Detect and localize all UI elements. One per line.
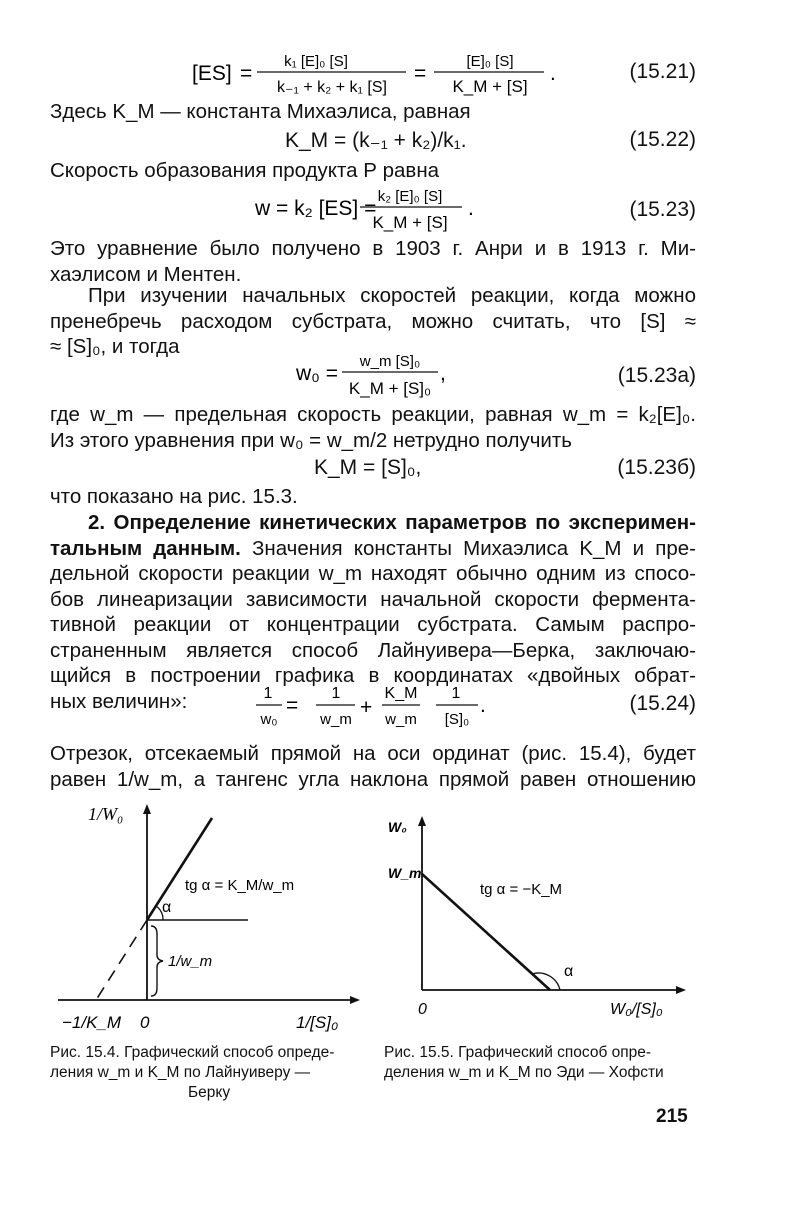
text-line: дельной скорости реакции w_m находят обычно одним из спосо- xyxy=(50,562,696,585)
text-line: пренебречь расходом субстрата, можно считать, что [S] ≈ xyxy=(50,309,696,333)
slope-label: tg α = −K_M xyxy=(480,881,563,898)
svg-text:K_M: K_M xyxy=(384,685,418,702)
text-line: Значения константы Михаэлиса K_M и пре- xyxy=(240,536,696,560)
lineweaver-burk-plot xyxy=(50,800,370,1040)
svg-text:+: + xyxy=(360,696,373,719)
figure-15-4-caption xyxy=(50,1043,370,1103)
svg-text:=: = xyxy=(286,694,299,717)
eq-denominator: K_M + [S] xyxy=(372,213,448,232)
caption-line: деления w_m и K_M по Эди — Хофсти xyxy=(384,1064,664,1081)
text-line: Здесь K_M — константа Михаэлиса, равная xyxy=(50,100,471,123)
equation-15-23b-formula: K_M = [S]₀, xyxy=(314,456,422,479)
text-line: Скорость образования продукта Р равна xyxy=(50,159,440,182)
svg-text:k₋₁ + k₂ + k₁ [S]: k₋₁ + k₂ + k₁ [S] xyxy=(277,79,387,96)
paragraph-km-intro xyxy=(50,99,696,125)
eq-numerator: w_m [S]₀ xyxy=(359,353,421,370)
x-axis-label: W₀/[S]₀ xyxy=(610,1001,663,1018)
caption-line: Рис. 15.5. Графический способ опре- xyxy=(384,1044,652,1061)
figure-15-5 xyxy=(384,808,694,1036)
x-axis-label: 1/[S]₀ xyxy=(296,1013,339,1032)
eq-numerator: k₂ [E]₀ [S] xyxy=(377,188,443,205)
equation-15-23a xyxy=(50,346,696,406)
y-axis-arrow xyxy=(143,804,151,814)
svg-text:1: 1 xyxy=(331,685,341,702)
text-line: страненным является способ Лайнуивера—Берка, заключаю- xyxy=(50,638,696,662)
extrapolation-line xyxy=(96,920,147,1000)
equation-number: (15.23) xyxy=(629,198,696,221)
paragraph-wm xyxy=(50,402,696,453)
x-neg-label: −1/K_M xyxy=(62,1013,122,1032)
text-line: Это уравнение было получено в 1903 г. Анри и в 1913 г. Ми- xyxy=(50,237,696,260)
svg-text:=: = xyxy=(240,62,253,85)
text-line: щийся в построении графика в координатах «двойных обрат- xyxy=(50,664,696,687)
regression-line xyxy=(147,818,212,920)
y-axis-label: W₀ xyxy=(388,819,407,835)
text-line: ≈ [S]₀, и тогда xyxy=(50,335,180,358)
text-line: При изучении начальных скоростей реакции, когда можно xyxy=(88,284,696,307)
equation-15-22 xyxy=(50,122,696,158)
caption-line: Берку xyxy=(188,1084,231,1101)
slope-label: tg α = K_M/w_m xyxy=(185,877,295,894)
equation-15-23a-formula xyxy=(50,346,610,406)
eq-lhs: w₀ = xyxy=(296,362,338,385)
equation-15-21-formula xyxy=(50,42,610,102)
x-axis-arrow xyxy=(676,986,686,994)
text-line: что показано на рис. 15.3. xyxy=(50,485,298,508)
text-line: хаэлисом и Ментен. xyxy=(50,262,242,286)
svg-text:1: 1 xyxy=(263,685,273,702)
svg-text:k₁ [E]₀ [S]: k₁ [E]₀ [S] xyxy=(284,53,348,70)
y-axis-arrow xyxy=(418,816,426,826)
svg-text:w_m: w_m xyxy=(385,711,417,728)
eq-tail: , xyxy=(440,362,446,385)
origin-label: 0 xyxy=(140,1013,150,1032)
text-line: ных величин»: xyxy=(50,689,188,713)
svg-text:=: = xyxy=(414,62,427,85)
y-intercept-label: W_m xyxy=(388,865,422,881)
section-heading: 2. Определение кинетических параметров по эксперимен- xyxy=(88,511,696,534)
figure-15-5-caption xyxy=(384,1043,694,1083)
svg-text:w₀: w₀ xyxy=(260,711,278,728)
page-number: 215 xyxy=(656,1106,688,1127)
svg-text:[ES]: [ES] xyxy=(192,62,232,85)
svg-text:.: . xyxy=(480,694,486,717)
equation-number: (15.24) xyxy=(629,692,696,715)
text-line: тивной реакции от концентрации субстрата. Самым распро- xyxy=(50,613,696,636)
equation-number: (15.21) xyxy=(629,60,696,83)
text-line: бов линеаризации зависимости начальной скорости фермента- xyxy=(50,587,696,611)
eq-lhs: w = k₂ [ES] = xyxy=(255,197,377,220)
eadie-hofstee-plot xyxy=(384,808,694,1036)
equation-number: (15.23а) xyxy=(617,364,696,387)
equation-15-24-formula xyxy=(50,678,610,734)
equation-number: (15.22) xyxy=(629,128,696,151)
text-line: Из этого уравнения при w₀ = w_m/2 нетрудно получить xyxy=(50,428,572,452)
equation-15-23 xyxy=(50,180,696,240)
text-line: Отрезок, отсекаемый прямой на оси ординат (рис. 15.4), будет xyxy=(50,742,696,765)
equation-15-23-formula xyxy=(50,180,610,240)
y-axis-label: 1/W₀ xyxy=(88,804,124,824)
caption-line: Рис. 15.4. Графический способ опреде- xyxy=(50,1044,335,1061)
origin-label: 0 xyxy=(418,1001,427,1018)
eq-denominator: K_M + [S]₀ xyxy=(348,379,432,398)
section-heading-cont: тальным данным. xyxy=(50,536,241,560)
equation-number: (15.23б) xyxy=(617,456,696,479)
svg-text:.: . xyxy=(550,62,556,85)
eq-tail: . xyxy=(468,197,474,220)
paragraph-intercept xyxy=(50,741,696,792)
svg-text:w_m: w_m xyxy=(320,711,352,728)
svg-text:1: 1 xyxy=(451,685,461,702)
angle-label: α xyxy=(564,963,574,980)
equation-15-21 xyxy=(50,42,696,102)
intercept-label: 1/w_m xyxy=(168,953,213,970)
svg-text:[S]₀: [S]₀ xyxy=(444,711,470,728)
x-axis-arrow xyxy=(350,996,360,1004)
paragraph-fig-ref xyxy=(50,484,696,510)
paragraph-history xyxy=(50,236,696,287)
equation-15-22-formula: K_M = (k₋₁ + k₂)/k₁. xyxy=(285,129,467,152)
caption-line: ления w_m и K_M по Лайнуиверу — xyxy=(50,1064,311,1081)
svg-text:K_M + [S]: K_M + [S] xyxy=(452,77,528,96)
equation-15-24 xyxy=(50,678,696,734)
text-line: равен 1/w_m, а тангенс угла наклона прямой равен отношению xyxy=(50,767,696,791)
svg-text:[E]₀ [S]: [E]₀ [S] xyxy=(466,53,514,70)
text-line: где w_m — предельная скорость реакции, равная w_m = k₂[E]₀. xyxy=(50,403,696,426)
intercept-brace xyxy=(151,926,163,996)
figure-15-4 xyxy=(50,800,370,1040)
angle-label: α xyxy=(162,899,172,916)
equation-15-23b xyxy=(50,450,696,486)
